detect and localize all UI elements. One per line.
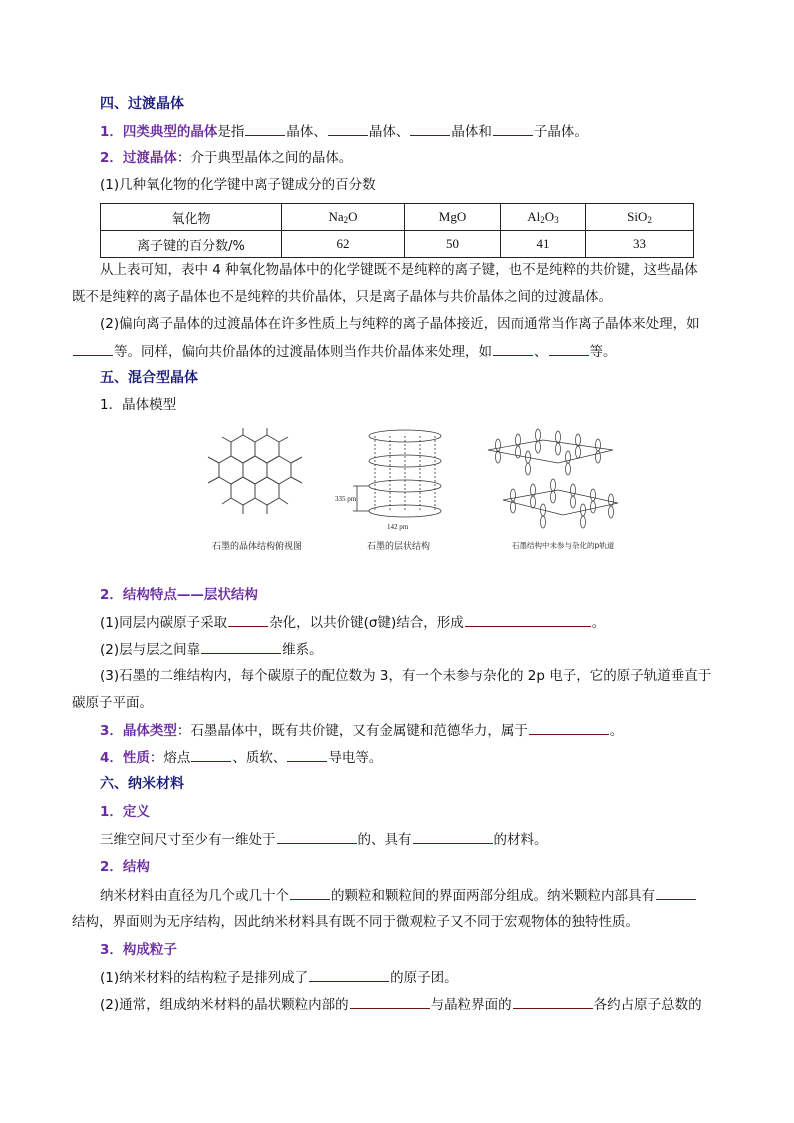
fill-blank[interactable] xyxy=(350,994,430,1009)
text: 与晶粒界面的 xyxy=(430,997,512,1013)
text: 各约占原子总数的 xyxy=(593,997,702,1013)
item-label: 2．过渡晶体 xyxy=(100,150,177,166)
text: (2)层与层之间靠 xyxy=(100,642,201,658)
fill-blank[interactable] xyxy=(549,341,589,356)
text: 的颗粒和颗粒间的界面两部分组成。纳米颗粒内部具有 xyxy=(331,888,655,904)
fill-blank[interactable] xyxy=(73,341,113,356)
fill-blank[interactable] xyxy=(513,994,593,1009)
fill-blank[interactable] xyxy=(287,747,327,762)
sub-item-1: (1)几种氧化物的化学键中离子键成分的百分数 xyxy=(100,177,376,193)
item-properties xyxy=(100,747,382,768)
item-four-crystal-types xyxy=(100,121,588,142)
table-cell: 62 xyxy=(282,231,405,258)
paragraph-line xyxy=(100,639,323,660)
table-cell: 41 xyxy=(501,231,586,258)
text: 杂化，以共价键(σ键)结合，形成 xyxy=(269,615,464,631)
text: 、质软、 xyxy=(232,750,287,766)
sub-heading: 1．晶体模型 xyxy=(100,397,177,413)
paragraph-line xyxy=(72,341,617,362)
text: (1)同层内碳原子采取 xyxy=(100,615,228,631)
fill-blank[interactable] xyxy=(277,829,357,844)
fill-blank[interactable] xyxy=(493,121,533,136)
table-row xyxy=(101,231,694,258)
fill-blank[interactable] xyxy=(228,612,268,627)
item-label: 1．四类典型的晶体 xyxy=(100,124,218,140)
text: 。 xyxy=(609,723,624,739)
table-header: 氧化物 xyxy=(101,204,282,231)
item-label-definition: 1．定义 xyxy=(100,804,150,820)
item-transition-crystal-def xyxy=(100,148,352,168)
graphite-p-orbital-figure xyxy=(483,425,623,540)
paragraph-line xyxy=(100,829,548,850)
text: (2)通常，组成纳米材料的晶状颗粒内部的 xyxy=(100,997,349,1013)
fill-blank[interactable] xyxy=(191,747,231,762)
item-label: 4．性质 xyxy=(100,750,150,766)
paragraph-line xyxy=(100,885,697,906)
table-cell: 50 xyxy=(405,231,501,258)
text: 的材料。 xyxy=(493,832,548,848)
text: ：介于典型晶体之间的晶体。 xyxy=(176,150,353,166)
fill-blank[interactable] xyxy=(309,967,389,982)
table-header-row xyxy=(101,204,694,231)
text: 、 xyxy=(534,344,548,360)
graphite-layered-structure-figure xyxy=(335,428,445,533)
text: 维系。 xyxy=(282,642,323,658)
table-header: MgO xyxy=(405,204,501,231)
fill-blank[interactable] xyxy=(413,829,493,844)
text: 晶体、 xyxy=(368,124,410,140)
text: 是指 xyxy=(217,124,245,140)
fill-blank[interactable] xyxy=(290,885,330,900)
text: 。 xyxy=(591,615,606,631)
row-label: 离子键的百分数/% xyxy=(101,231,282,258)
fill-blank[interactable] xyxy=(493,341,533,356)
section-heading-mixed-crystal: 五、混合型晶体 xyxy=(100,370,198,386)
item-label-structure: 2．结构 xyxy=(100,859,150,875)
figure-caption: 石墨的层状结构 xyxy=(367,542,431,552)
svg-text:335 pm: 335 pm xyxy=(335,495,357,503)
paragraph-line: 既不是纯粹的离子晶体也不是纯粹的共价晶体，只是离子晶体与共价晶体之间的过渡晶体。 xyxy=(72,289,612,305)
text: 等。 xyxy=(589,344,617,360)
item-structure-features xyxy=(100,585,258,605)
ionic-bond-percentage-table xyxy=(100,203,694,258)
fill-blank[interactable] xyxy=(410,121,450,136)
text: 的原子团。 xyxy=(390,970,458,986)
paragraph-line xyxy=(100,994,702,1015)
fill-blank[interactable] xyxy=(656,885,696,900)
fill-blank[interactable] xyxy=(328,121,368,136)
figure-caption: 石墨的晶体结构俯视图 xyxy=(212,542,303,552)
paragraph-line: 结构，界面则为无序结构，因此纳米材料具有既不同于微观粒子又不同于宏观物体的独特性质。 xyxy=(72,914,639,930)
section-heading-nanomaterials: 六、纳米材料 xyxy=(100,776,184,792)
text: 导电等。 xyxy=(328,750,383,766)
fill-blank[interactable] xyxy=(201,639,281,654)
text: ：石墨晶体中，既有共价键，又有金属键和范德华力，属于 xyxy=(176,723,528,739)
figure-caption: 石墨结构中未参与杂化的p轨道 xyxy=(512,541,615,550)
section-heading-transition-crystal: 四、过渡晶体 xyxy=(100,96,184,112)
text: 的、具有 xyxy=(357,832,412,848)
paragraph-line xyxy=(100,967,458,988)
text: (1)纳米材料的结构粒子是排列成了 xyxy=(100,970,309,986)
table-header: $Al_2O_3$ xyxy=(501,204,586,231)
item-crystal-type xyxy=(100,720,623,741)
paragraph-line xyxy=(100,612,605,633)
text: 等。同样，偏向共价晶体的过渡晶体则当作共价晶体来处理，如 xyxy=(114,344,492,360)
paragraph-line: 碳原子平面。 xyxy=(72,695,153,711)
text: ：熔点 xyxy=(149,750,191,766)
paragraph-line: (2)偏向离子晶体的过渡晶体在许多性质上与纯粹的离子晶体接近，因而通常当作离子晶体来处理，如 xyxy=(100,316,700,332)
text: 三维空间尺寸至少有一维处于 xyxy=(100,832,276,848)
table-cell: 33 xyxy=(586,231,694,258)
paragraph-line: (3)石墨的二维结构内，每个碳原子的配位数为 3，有一个未参与杂化的 2p 电子，它的原子轨道垂直于 xyxy=(100,668,712,684)
table-header: SiO$_2$ xyxy=(586,204,694,231)
text: 子晶体。 xyxy=(533,124,588,140)
text: 晶体、 xyxy=(286,124,327,140)
item-label: 3．晶体类型 xyxy=(100,723,177,739)
text: 纳米材料由直径为几个或几十个 xyxy=(100,888,289,904)
fill-blank[interactable] xyxy=(465,612,591,627)
item-label-particles: 3．构成粒子 xyxy=(100,942,177,958)
text: 晶体和 xyxy=(451,124,492,140)
paragraph-line: 从上表可知，表中 4 种氧化物晶体中的化学键既不是纯粹的离子键，也不是纯粹的共价键，这些晶体 xyxy=(100,262,698,278)
item-label: 2．结构特点——层状结构 xyxy=(100,587,258,603)
table-header: $Na_2O$ xyxy=(282,204,405,231)
graphite-top-view-figure xyxy=(200,428,310,528)
fill-blank[interactable] xyxy=(245,121,285,136)
fill-blank[interactable] xyxy=(529,720,609,735)
svg-text:142 pm: 142 pm xyxy=(387,523,409,531)
